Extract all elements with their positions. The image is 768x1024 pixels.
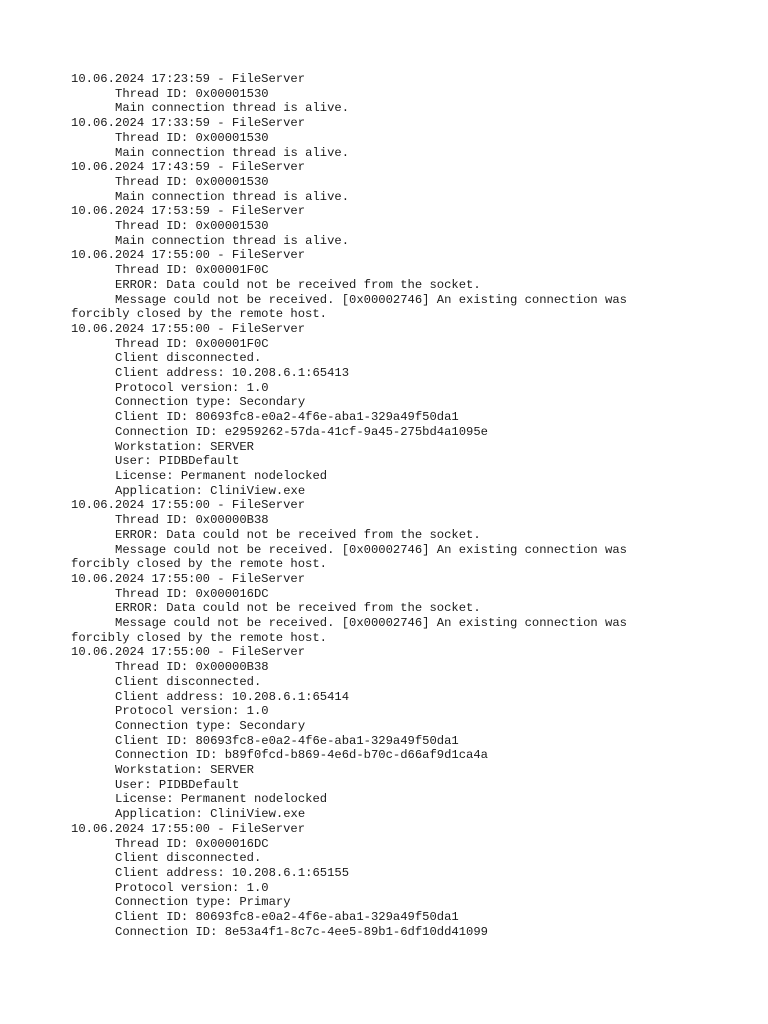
log-line: User: PIDBDefault xyxy=(115,454,240,469)
log-line: Client address: 10.208.6.1:65155 xyxy=(115,865,350,880)
log-line: Protocol version: 1.0 xyxy=(115,880,269,895)
log-line: Client address: 10.208.6.1:65414 xyxy=(115,689,350,704)
log-line: Client ID: 80693fc8-e0a2-4f6e-aba1-329a49f50da1 xyxy=(115,910,459,925)
log-entry-header: 10.06.2024 17:55:00 - FileServer xyxy=(71,571,306,586)
log-entry-header: 10.06.2024 17:55:00 - FileServer xyxy=(71,498,306,513)
log-line: Workstation: SERVER xyxy=(115,763,254,778)
log-line: Thread ID: 0x00001F0C xyxy=(115,336,269,351)
log-line: Client address: 10.208.6.1:65413 xyxy=(115,366,350,381)
log-entry xyxy=(71,645,721,821)
log-line: Main connection thread is alive. xyxy=(115,101,350,116)
log-line: Client ID: 80693fc8-e0a2-4f6e-aba1-329a49f50da1 xyxy=(115,733,459,748)
log-entry-header: 10.06.2024 17:23:59 - FileServer xyxy=(71,72,306,86)
log-line: Client disconnected. xyxy=(115,851,262,866)
log-line-continuation: forcibly closed by the remote host. xyxy=(71,307,327,322)
log-entry xyxy=(71,248,721,322)
log-line: Application: CliniView.exe xyxy=(115,483,306,498)
log-line: User: PIDBDefault xyxy=(115,777,240,792)
log-line: Thread ID: 0x00001530 xyxy=(115,130,269,145)
log-entry-header: 10.06.2024 17:55:00 - FileServer xyxy=(71,321,306,336)
log-line: Connection type: Secondary xyxy=(115,395,306,410)
log-line: License: Permanent nodelocked xyxy=(115,468,328,483)
log-line: Thread ID: 0x00001F0C xyxy=(115,263,269,278)
log-line: Thread ID: 0x00001530 xyxy=(115,219,269,234)
log-line: Message could not be received. [0x00002746] An existing connection was xyxy=(115,542,627,557)
log-line: Connection ID: b89f0fcd-b869-4e6d-b70c-d66af9d1ca4a xyxy=(115,748,488,763)
log-line: Connection type: Secondary xyxy=(115,718,306,733)
log-entry xyxy=(71,498,721,572)
log-line: License: Permanent nodelocked xyxy=(115,792,328,807)
log-line: Connection ID: e2959262-57da-41cf-9a45-275bd4a1095e xyxy=(115,424,488,439)
log-entry xyxy=(71,322,721,498)
log-entry xyxy=(71,72,721,116)
log-entry xyxy=(71,160,721,204)
log-line: Protocol version: 1.0 xyxy=(115,704,269,719)
log-line: ERROR: Data could not be received from the socket. xyxy=(115,527,481,542)
log-entry-header: 10.06.2024 17:55:00 - FileServer xyxy=(71,248,306,263)
log-entry xyxy=(71,116,721,160)
log-line: Client disconnected. xyxy=(115,674,262,689)
log-line: Connection type: Primary xyxy=(115,895,291,910)
log-document xyxy=(71,72,721,939)
log-line-continuation: forcibly closed by the remote host. xyxy=(71,557,327,572)
log-line: Thread ID: 0x000016DC xyxy=(115,586,269,601)
log-entry-header: 10.06.2024 17:55:00 - FileServer xyxy=(71,821,306,836)
log-line: Main connection thread is alive. xyxy=(115,145,350,160)
log-line: Message could not be received. [0x00002746] An existing connection was xyxy=(115,616,627,631)
log-entry-header: 10.06.2024 17:55:00 - FileServer xyxy=(71,645,306,660)
log-line: Application: CliniView.exe xyxy=(115,807,306,822)
log-line: Thread ID: 0x00000B38 xyxy=(115,660,269,675)
log-line: ERROR: Data could not be received from the socket. xyxy=(115,601,481,616)
log-line: Main connection thread is alive. xyxy=(115,189,350,204)
log-entry-header: 10.06.2024 17:33:59 - FileServer xyxy=(71,116,306,131)
log-entry-header: 10.06.2024 17:53:59 - FileServer xyxy=(71,204,306,219)
log-line-continuation: forcibly closed by the remote host. xyxy=(71,630,327,645)
log-line: Thread ID: 0x00001530 xyxy=(115,86,269,101)
log-line: Client disconnected. xyxy=(115,351,262,366)
log-entry xyxy=(71,822,721,940)
log-entry xyxy=(71,572,721,646)
log-entry xyxy=(71,204,721,248)
log-line: Main connection thread is alive. xyxy=(115,233,350,248)
log-line: Protocol version: 1.0 xyxy=(115,380,269,395)
log-line: Message could not be received. [0x00002746] An existing connection was xyxy=(115,292,627,307)
log-line: Thread ID: 0x000016DC xyxy=(115,836,269,851)
log-line: Thread ID: 0x00000B38 xyxy=(115,513,269,528)
log-line: Client ID: 80693fc8-e0a2-4f6e-aba1-329a49f50da1 xyxy=(115,410,459,425)
log-line: Workstation: SERVER xyxy=(115,439,254,454)
log-line: ERROR: Data could not be received from the socket. xyxy=(115,277,481,292)
log-line: Connection ID: 8e53a4f1-8c7c-4ee5-89b1-6df10dd41099 xyxy=(115,924,488,939)
log-entry-header: 10.06.2024 17:43:59 - FileServer xyxy=(71,160,306,175)
log-line: Thread ID: 0x00001530 xyxy=(115,174,269,189)
